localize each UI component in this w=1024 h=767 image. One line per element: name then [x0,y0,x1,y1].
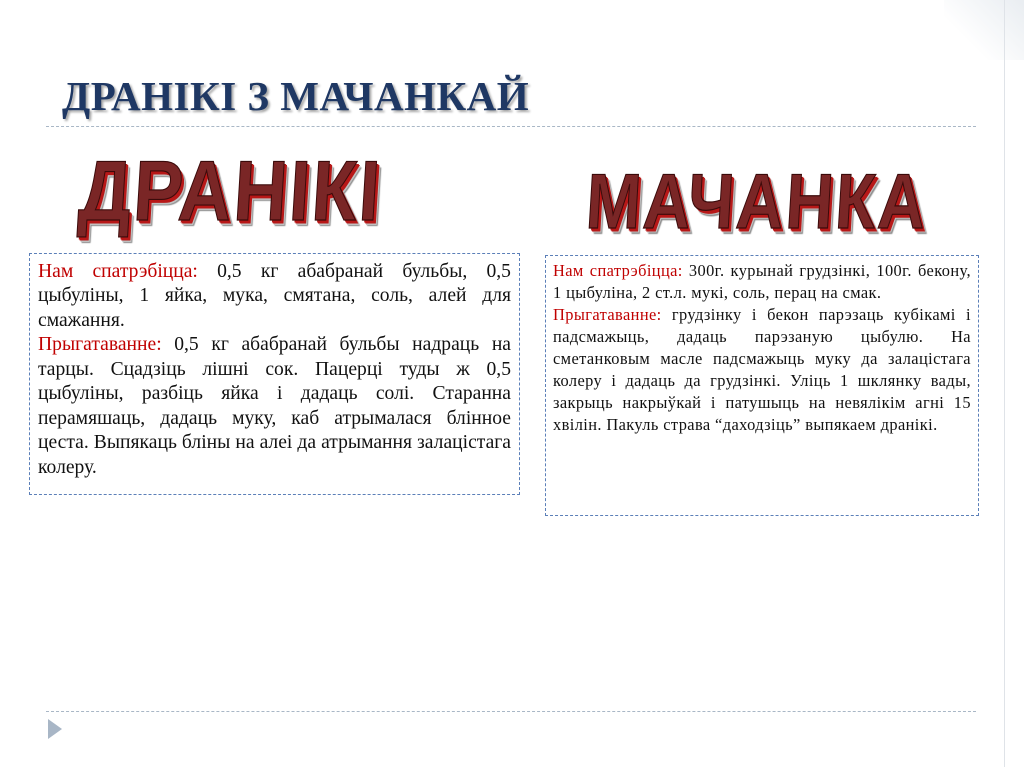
draniki-recipe-box [29,253,520,495]
machanka-method [553,304,971,436]
triangle-right-icon [48,719,62,739]
draniki-method [38,333,511,480]
draniki-method-label: Прыгатаванне: [38,334,162,356]
title-divider [46,126,976,127]
draniki-ingredients-label: Нам спатрэбіцца: [38,261,198,282]
corner-shade [944,0,1024,60]
draniki-ingredients [38,260,511,333]
draniki-method-text: 0,5 кг абабранай бульбы надраць на тарцы. Сцадзіць лішні сок. Пацерці туды ж 0,5 цыбуліны, разбіць яйка і дадаць солі. Старанна перамяшаць, дадаць муку, каб атрымалася блінное цеста. Выпякаць бліны на алеі да атрымання залацістага колеру. [38,334,511,478]
draniki-ingredients-text: 0,5 кг абабранай бульбы, 0,5 цыбуліны, 1 яйка, мука, смятана, соль, алей для смажання. [38,261,511,331]
slide-title: ДРАНІКІ З МАЧАНКАЙ [62,73,530,119]
machanka-ingredients-text: 300г. курынай грудзінкі, 100г. бекону, 1 цыбуліна, 2 ст.л. мукі, соль, перац на смак. [553,261,971,302]
machanka-method-text: грудзінку і бекон парэзаць кубікамі і падсмажыць, дадаць парэзаную цыбулю. На сметанковым масле падсмажыць муку да залацістага колеру і дадаць да грудзінкі. Уліць 1 шклянку вады, закрыць накрыўкай і патушыць на невялікім агні 15 хвілін. Пакуль страва “даходзіць” выпякаем дранікі. [553,304,971,434]
machanka-ingredients [553,260,971,304]
draniki-word-art: ДРАНІКІ [76,143,385,239]
right-edge-rule [1004,0,1005,767]
machanka-word-art: МАЧАНКА [583,157,931,245]
machanka-method-label: Прыгатаванне: [553,304,662,324]
machanka-ingredients-label: Нам спатрэбіцца: [553,261,683,280]
machanka-recipe-box [545,255,979,516]
footer-divider [46,711,976,712]
